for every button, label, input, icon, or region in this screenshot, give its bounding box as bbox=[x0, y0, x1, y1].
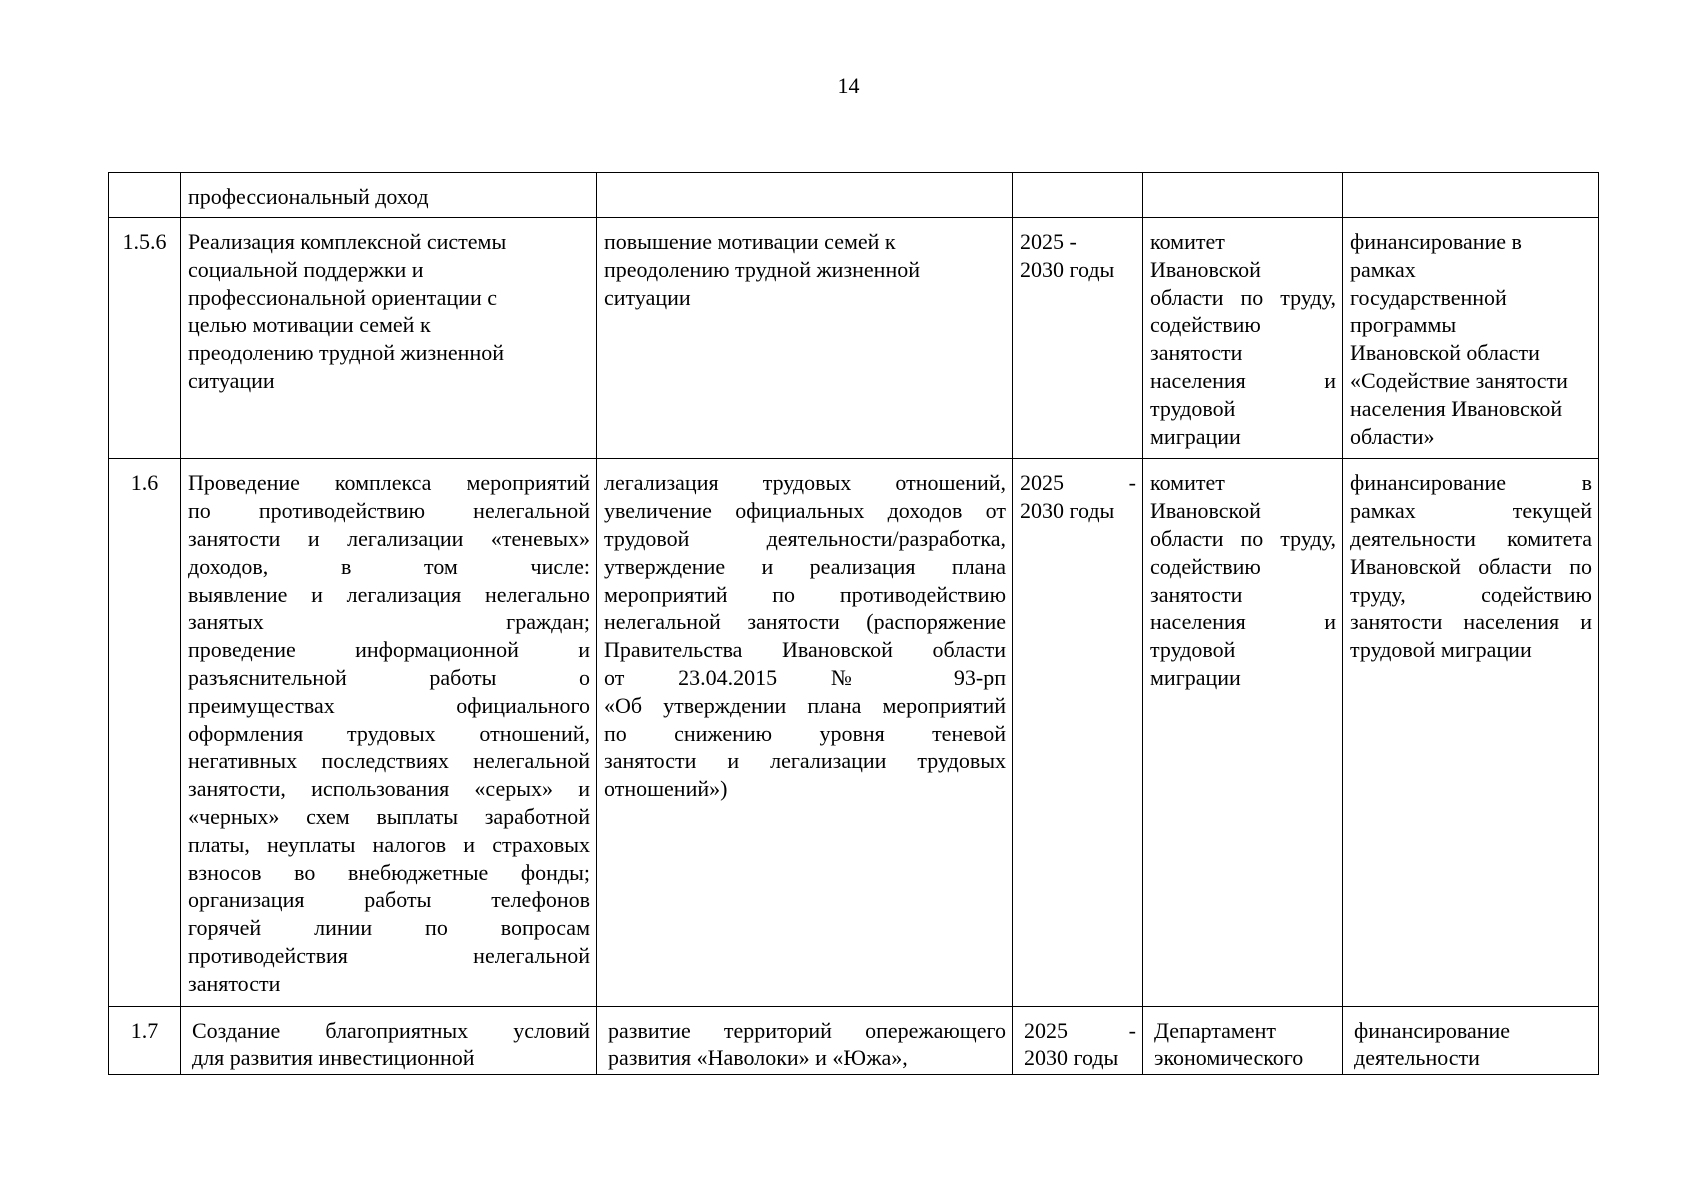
measure-name bbox=[181, 459, 597, 1006]
cell-text-line: занятости, использования «серых» и bbox=[188, 776, 590, 802]
cell-text-line: Ивановской области bbox=[1350, 340, 1540, 366]
cell-text-line: финансирование в bbox=[1350, 470, 1592, 496]
cell-text-line: содействию bbox=[1150, 312, 1261, 338]
cell-text-line: утверждение и реализация плана bbox=[604, 553, 1006, 579]
cell-text-line: Правительства Ивановской области bbox=[604, 637, 1006, 663]
cell-text-line: трудовой деятельности/разработка, bbox=[604, 525, 1006, 551]
period bbox=[1013, 459, 1143, 1006]
cell-text-line: Ивановской bbox=[1150, 498, 1261, 524]
cell-text-line: горячей линии по вопросам bbox=[188, 915, 590, 941]
cell-text-line: преимуществах официального bbox=[188, 692, 590, 718]
cell-text-line: целью мотивации семей к bbox=[188, 312, 431, 338]
cell-text-line: области» bbox=[1350, 423, 1435, 449]
financing-source bbox=[1343, 173, 1599, 218]
cell-text-line: 2030 годы bbox=[1020, 256, 1115, 282]
cell-text-line: занятости bbox=[1150, 340, 1243, 366]
table-row bbox=[109, 1006, 1599, 1075]
cell-text-line: миграции bbox=[1150, 664, 1241, 690]
table-row bbox=[109, 459, 1599, 1006]
cell-text-line: 2025 - bbox=[1024, 1017, 1136, 1043]
cell-text-line: профессиональной ориентации с bbox=[188, 284, 497, 310]
cell-text-line: развитие территорий опережающего bbox=[608, 1017, 1006, 1043]
cell-text-line: Создание благоприятных условий bbox=[192, 1017, 590, 1043]
table-row bbox=[109, 218, 1599, 459]
cell-text-line: занятости bbox=[188, 970, 281, 996]
cell-text-line: разъяснительной работы о bbox=[188, 664, 590, 690]
cell-text-line: содействию bbox=[1150, 553, 1261, 579]
cell-text-line: области по труду, bbox=[1150, 284, 1336, 310]
measure-name bbox=[181, 1006, 597, 1075]
table-row bbox=[109, 173, 1599, 218]
cell-text-line: легализация трудовых отношений, bbox=[604, 470, 1006, 496]
cell-text-line: населения и bbox=[1150, 609, 1336, 635]
cell-text-line: отношений») bbox=[604, 776, 728, 802]
cell-text-line: профессиональный доход bbox=[188, 184, 429, 209]
cell-text-line: трудовой bbox=[1150, 637, 1236, 663]
row-number: 1.6 bbox=[109, 459, 181, 1006]
cell-text-line: выявление и легализация нелегально bbox=[188, 581, 590, 607]
cell-text-line: противодействия нелегальной bbox=[188, 942, 590, 968]
cell-text-line: организация работы телефонов bbox=[188, 887, 590, 913]
financing-source bbox=[1343, 1006, 1599, 1075]
cell-text-line: платы, неуплаты налогов и страховых bbox=[188, 831, 590, 857]
executor bbox=[1143, 173, 1343, 218]
cell-text-line: занятых граждан; bbox=[188, 609, 590, 635]
cell-text-line: труду, содействию bbox=[1350, 581, 1592, 607]
row-number: 1.5.6 bbox=[109, 218, 181, 459]
cell-text-line: 2025 - bbox=[1020, 229, 1077, 254]
expected-result bbox=[597, 459, 1013, 1006]
cell-text-line: области по труду, bbox=[1150, 525, 1336, 551]
cell-text-line: «Об утверждении плана мероприятий bbox=[604, 692, 1006, 718]
cell-text-line: «Содействие занятости bbox=[1350, 367, 1568, 393]
cell-text-line: занятости и легализации трудовых bbox=[604, 748, 1006, 774]
cell-text-line: 2030 годы bbox=[1024, 1045, 1119, 1071]
cell-text-line: государственной bbox=[1350, 284, 1507, 310]
cell-text-line: комитет bbox=[1150, 229, 1225, 254]
cell-text-line: Ивановской bbox=[1150, 256, 1261, 282]
cell-text-line: социальной поддержки и bbox=[188, 256, 424, 282]
cell-text-line: Департамент bbox=[1154, 1017, 1277, 1043]
cell-text-line: финансирование bbox=[1354, 1017, 1511, 1043]
cell-text-line: повышение мотивации семей к bbox=[604, 229, 896, 254]
cell-text-line: «черных» схем выплаты заработной bbox=[188, 803, 590, 829]
cell-text-line: оформления трудовых отношений, bbox=[188, 720, 590, 746]
cell-text-line: нелегальной занятости (распоряжение bbox=[604, 609, 1006, 635]
cell-text-line: занятости населения и bbox=[1350, 609, 1592, 635]
cell-text-line: программы bbox=[1350, 312, 1457, 338]
cell-text-line: трудовой миграции bbox=[1350, 637, 1532, 663]
cell-text-line: финансирование в bbox=[1350, 229, 1522, 254]
cell-text-line: Реализация комплексной системы bbox=[188, 229, 507, 254]
cell-text-line: Ивановской области по bbox=[1350, 553, 1592, 579]
cell-text-line: по снижению уровня теневой bbox=[604, 720, 1006, 746]
cell-text-line: рамках bbox=[1350, 256, 1416, 282]
cell-text-line: для развития инвестиционной bbox=[192, 1045, 475, 1071]
financing-source bbox=[1343, 218, 1599, 459]
cell-text-line: от 23.04.2015 № 93-рп bbox=[604, 664, 1006, 690]
cell-text-line: мероприятий по противодействию bbox=[604, 581, 1006, 607]
cell-text-line: деятельности комитета bbox=[1350, 525, 1592, 551]
cell-text-line: развития «Наволоки» и «Южа», bbox=[608, 1045, 908, 1071]
cell-text-line: преодолению трудной жизненной bbox=[188, 340, 505, 366]
expected-result bbox=[597, 173, 1013, 218]
period bbox=[1013, 173, 1143, 218]
cell-text-line: по противодействию нелегальной bbox=[188, 498, 590, 524]
cell-text-line: занятости и легализации «теневых» bbox=[188, 525, 590, 551]
expected-result bbox=[597, 218, 1013, 459]
executor bbox=[1143, 459, 1343, 1006]
row-number bbox=[109, 173, 181, 218]
cell-text-line: 2030 годы bbox=[1020, 498, 1115, 524]
cell-text-line: преодолению трудной жизненной bbox=[604, 256, 921, 282]
measure-name bbox=[181, 173, 597, 218]
page-number: 14 bbox=[837, 73, 860, 98]
cell-text-line: населения и bbox=[1150, 367, 1336, 393]
period bbox=[1013, 218, 1143, 459]
cell-text-line: 2025 - bbox=[1020, 470, 1136, 496]
row-number: 1.7 bbox=[109, 1006, 181, 1075]
measures-table bbox=[108, 172, 1599, 1075]
cell-text-line: негативных последствиях нелегальной bbox=[188, 748, 590, 774]
cell-text-line: проведение информационной и bbox=[188, 637, 590, 663]
expected-result bbox=[597, 1006, 1013, 1075]
period bbox=[1013, 1006, 1143, 1075]
measure-name bbox=[181, 218, 597, 459]
executor bbox=[1143, 1006, 1343, 1075]
cell-text-line: комитет bbox=[1150, 470, 1225, 496]
cell-text-line: трудовой bbox=[1150, 395, 1236, 421]
cell-text-line: миграции bbox=[1150, 423, 1241, 449]
cell-text-line: деятельности bbox=[1354, 1045, 1480, 1071]
cell-text-line: ситуации bbox=[604, 284, 691, 310]
cell-text-line: доходов, в том числе: bbox=[188, 553, 590, 579]
cell-text-line: экономического bbox=[1154, 1045, 1304, 1071]
executor bbox=[1143, 218, 1343, 459]
cell-text-line: населения Ивановской bbox=[1350, 395, 1563, 421]
cell-text-line: увеличение официальных доходов от bbox=[604, 498, 1006, 524]
cell-text-line: занятости bbox=[1150, 581, 1243, 607]
cell-text-line: взносов во внебюджетные фонды; bbox=[188, 859, 590, 885]
cell-text-line: ситуации bbox=[188, 367, 275, 393]
financing-source bbox=[1343, 459, 1599, 1006]
cell-text-line: Проведение комплекса мероприятий bbox=[188, 470, 590, 496]
cell-text-line: рамках текущей bbox=[1350, 498, 1592, 524]
